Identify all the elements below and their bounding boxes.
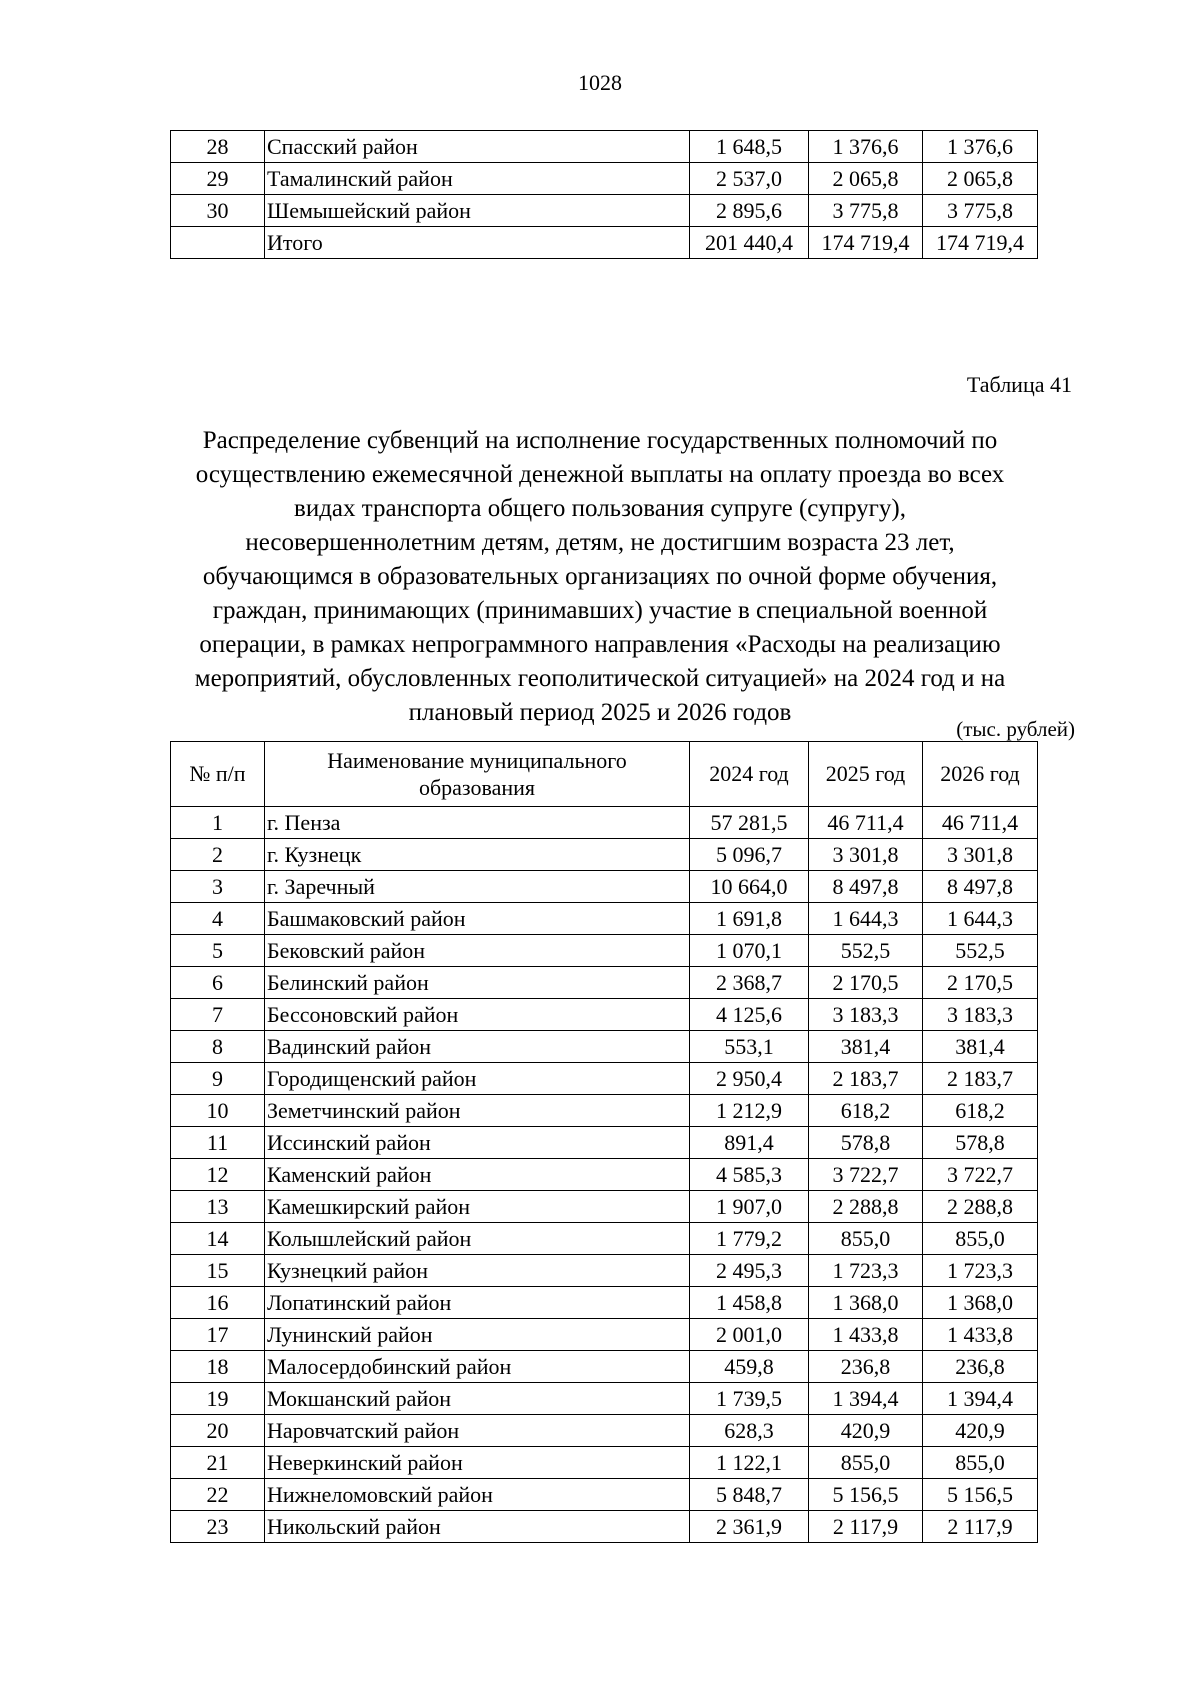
value-2024: 1 739,5 [690,1383,809,1415]
title-line: мероприятий, обусловленных геополитической ситуацией» на 2024 год и на [194,665,1006,692]
value-2025: 3 722,7 [809,1159,923,1191]
value-2026: 174 719,4 [923,227,1038,259]
table-row [171,1255,1038,1287]
table-row [171,1127,1038,1159]
value-2026: 618,2 [923,1095,1038,1127]
municipality-name: Лопатинский район [265,1287,690,1319]
municipality-name: Нижнеломовский район [265,1479,690,1511]
municipality-name: Бессоновский район [265,999,690,1031]
value-2026: 578,8 [923,1127,1038,1159]
row-number: 14 [171,1223,265,1255]
municipality-name: Никольский район [265,1511,690,1543]
title-line: обучающимся в образовательных организациях по очной форме обучения, [202,563,998,590]
table-row [171,227,1038,259]
value-2026: 1 433,8 [923,1319,1038,1351]
row-number: 1 [171,807,265,839]
municipality-name: Белинский район [265,967,690,999]
header-num: № п/п [171,742,265,807]
value-2026: 3 301,8 [923,839,1038,871]
municipality-name: Колышлейский район [265,1223,690,1255]
value-2024: 628,3 [690,1415,809,1447]
row-number: 16 [171,1287,265,1319]
value-2024: 891,4 [690,1127,809,1159]
table-row [171,1063,1038,1095]
row-number: 3 [171,871,265,903]
row-number [171,227,265,259]
row-number: 11 [171,1127,265,1159]
row-number: 20 [171,1415,265,1447]
row-number: 30 [171,195,265,227]
value-2025: 3 183,3 [809,999,923,1031]
row-number: 28 [171,131,265,163]
municipality-name: Мокшанский район [265,1383,690,1415]
value-2024: 1 212,9 [690,1095,809,1127]
municipality-name: г. Кузнецк [265,839,690,871]
row-number: 4 [171,903,265,935]
value-2026: 2 117,9 [923,1511,1038,1543]
title-line: несовершеннолетним детям, детям, не достигшим возраста 23 лет, [245,529,955,556]
title-line: граждан, принимающих (принимавших) участие в специальной военной [212,597,988,624]
title-line: Распределение субвенций на исполнение государственных полномочий по [202,427,998,454]
value-2024: 5 096,7 [690,839,809,871]
municipality-name: Неверкинский район [265,1447,690,1479]
table-header-row [171,742,1038,807]
value-2025: 2 288,8 [809,1191,923,1223]
table-row [171,1351,1038,1383]
row-number: 21 [171,1447,265,1479]
row-number: 23 [171,1511,265,1543]
row-number: 17 [171,1319,265,1351]
value-2026: 3 722,7 [923,1159,1038,1191]
value-2024: 5 848,7 [690,1479,809,1511]
table-row [171,1415,1038,1447]
row-number: 5 [171,935,265,967]
value-2025: 1 368,0 [809,1287,923,1319]
continued-table [170,130,1038,259]
value-2026: 381,4 [923,1031,1038,1063]
value-2026: 1 376,6 [923,131,1038,163]
table-row [171,999,1038,1031]
table-row [171,163,1038,195]
value-2025: 855,0 [809,1223,923,1255]
municipality-name: Земетчинский район [265,1095,690,1127]
value-2024: 553,1 [690,1031,809,1063]
value-2025: 236,8 [809,1351,923,1383]
row-number: 13 [171,1191,265,1223]
value-2025: 5 156,5 [809,1479,923,1511]
value-2025: 1 394,4 [809,1383,923,1415]
value-2024: 4 125,6 [690,999,809,1031]
header-2026: 2026 год [923,742,1038,807]
table-row [171,1479,1038,1511]
value-2024: 2 895,6 [690,195,809,227]
value-2025: 3 775,8 [809,195,923,227]
value-2025: 2 065,8 [809,163,923,195]
row-number: 9 [171,1063,265,1095]
value-2024: 1 907,0 [690,1191,809,1223]
value-2026: 1 723,3 [923,1255,1038,1287]
title-line: операции, в рамках непрограммного направления «Расходы на реализацию [199,631,1001,658]
table-row [171,1031,1038,1063]
value-2026: 3 775,8 [923,195,1038,227]
municipality-name: Тамалинский район [265,163,690,195]
table-row [171,807,1038,839]
table-row [171,1319,1038,1351]
value-2024: 1 122,1 [690,1447,809,1479]
municipality-name: Иссинский район [265,1127,690,1159]
value-2026: 855,0 [923,1447,1038,1479]
row-number: 29 [171,163,265,195]
municipality-name: Башмаковский район [265,903,690,935]
continued-table-body [171,131,1038,259]
value-2025: 2 183,7 [809,1063,923,1095]
row-number: 22 [171,1479,265,1511]
subvention-table [170,741,1038,1543]
municipality-name: Кузнецкий район [265,1255,690,1287]
value-2025: 3 301,8 [809,839,923,871]
units-label: (тыс. рублей) [956,717,1075,741]
table-title [120,424,1080,730]
table-row [171,1511,1038,1543]
value-2024: 2 001,0 [690,1319,809,1351]
table-row [171,935,1038,967]
value-2026: 5 156,5 [923,1479,1038,1511]
value-2025: 1 433,8 [809,1319,923,1351]
municipality-name: Каменский район [265,1159,690,1191]
value-2026: 855,0 [923,1223,1038,1255]
header-2024: 2024 год [690,742,809,807]
value-2025: 2 170,5 [809,967,923,999]
value-2025: 618,2 [809,1095,923,1127]
title-line: осуществлению ежемесячной денежной выплаты на оплату проезда во всех [195,461,1005,488]
municipality-name: Итого [265,227,690,259]
title-line: плановый период 2025 и 2026 годов [408,699,792,726]
header-2025: 2025 год [809,742,923,807]
value-2025: 855,0 [809,1447,923,1479]
municipality-name: г. Заречный [265,871,690,903]
value-2025: 420,9 [809,1415,923,1447]
page-number: 1028 [578,70,622,95]
table-row [171,1287,1038,1319]
table-row [171,131,1038,163]
value-2026: 3 183,3 [923,999,1038,1031]
value-2026: 2 288,8 [923,1191,1038,1223]
value-2024: 1 648,5 [690,131,809,163]
value-2024: 4 585,3 [690,1159,809,1191]
value-2024: 459,8 [690,1351,809,1383]
value-2026: 552,5 [923,935,1038,967]
title-line: видах транспорта общего пользования супруге (супругу), [294,495,906,522]
value-2025: 1 644,3 [809,903,923,935]
value-2025: 46 711,4 [809,807,923,839]
table-row [171,1095,1038,1127]
row-number: 8 [171,1031,265,1063]
value-2024: 2 361,9 [690,1511,809,1543]
municipality-name: Городищенский район [265,1063,690,1095]
row-number: 2 [171,839,265,871]
row-number: 10 [171,1095,265,1127]
value-2026: 420,9 [923,1415,1038,1447]
value-2026: 46 711,4 [923,807,1038,839]
value-2024: 201 440,4 [690,227,809,259]
municipality-name: Вадинский район [265,1031,690,1063]
row-number: 12 [171,1159,265,1191]
municipality-name: Шемышейский район [265,195,690,227]
municipality-name: г. Пенза [265,807,690,839]
subvention-table-body [171,807,1038,1543]
value-2026: 2 170,5 [923,967,1038,999]
value-2026: 2 183,7 [923,1063,1038,1095]
municipality-name: Лунинский район [265,1319,690,1351]
table-row [171,1159,1038,1191]
municipality-name: Спасский район [265,131,690,163]
value-2025: 381,4 [809,1031,923,1063]
row-number: 18 [171,1351,265,1383]
table-row [171,839,1038,871]
municipality-name: Камешкирский район [265,1191,690,1223]
table-row [171,195,1038,227]
value-2024: 2 950,4 [690,1063,809,1095]
table-row [171,903,1038,935]
value-2024: 1 691,8 [690,903,809,935]
table-row [171,871,1038,903]
value-2026: 1 394,4 [923,1383,1038,1415]
value-2026: 2 065,8 [923,163,1038,195]
value-2026: 8 497,8 [923,871,1038,903]
table-row [171,1383,1038,1415]
row-number: 6 [171,967,265,999]
municipality-name: Наровчатский район [265,1415,690,1447]
table-row [171,1447,1038,1479]
header-name: Наименование муниципального образования [265,742,690,807]
value-2026: 236,8 [923,1351,1038,1383]
value-2026: 1 644,3 [923,903,1038,935]
value-2024: 2 537,0 [690,163,809,195]
municipality-name: Малосердобинский район [265,1351,690,1383]
row-number: 7 [171,999,265,1031]
value-2026: 1 368,0 [923,1287,1038,1319]
value-2024: 1 779,2 [690,1223,809,1255]
value-2024: 1 458,8 [690,1287,809,1319]
value-2024: 2 495,3 [690,1255,809,1287]
table-row [171,1191,1038,1223]
value-2024: 10 664,0 [690,871,809,903]
value-2025: 552,5 [809,935,923,967]
value-2024: 1 070,1 [690,935,809,967]
value-2025: 2 117,9 [809,1511,923,1543]
table-row [171,1223,1038,1255]
value-2025: 174 719,4 [809,227,923,259]
value-2024: 57 281,5 [690,807,809,839]
value-2025: 578,8 [809,1127,923,1159]
value-2025: 1 723,3 [809,1255,923,1287]
value-2024: 2 368,7 [690,967,809,999]
table-label: Таблица 41 [966,372,1072,397]
table-row [171,967,1038,999]
row-number: 15 [171,1255,265,1287]
value-2025: 8 497,8 [809,871,923,903]
municipality-name: Бековский район [265,935,690,967]
row-number: 19 [171,1383,265,1415]
value-2025: 1 376,6 [809,131,923,163]
